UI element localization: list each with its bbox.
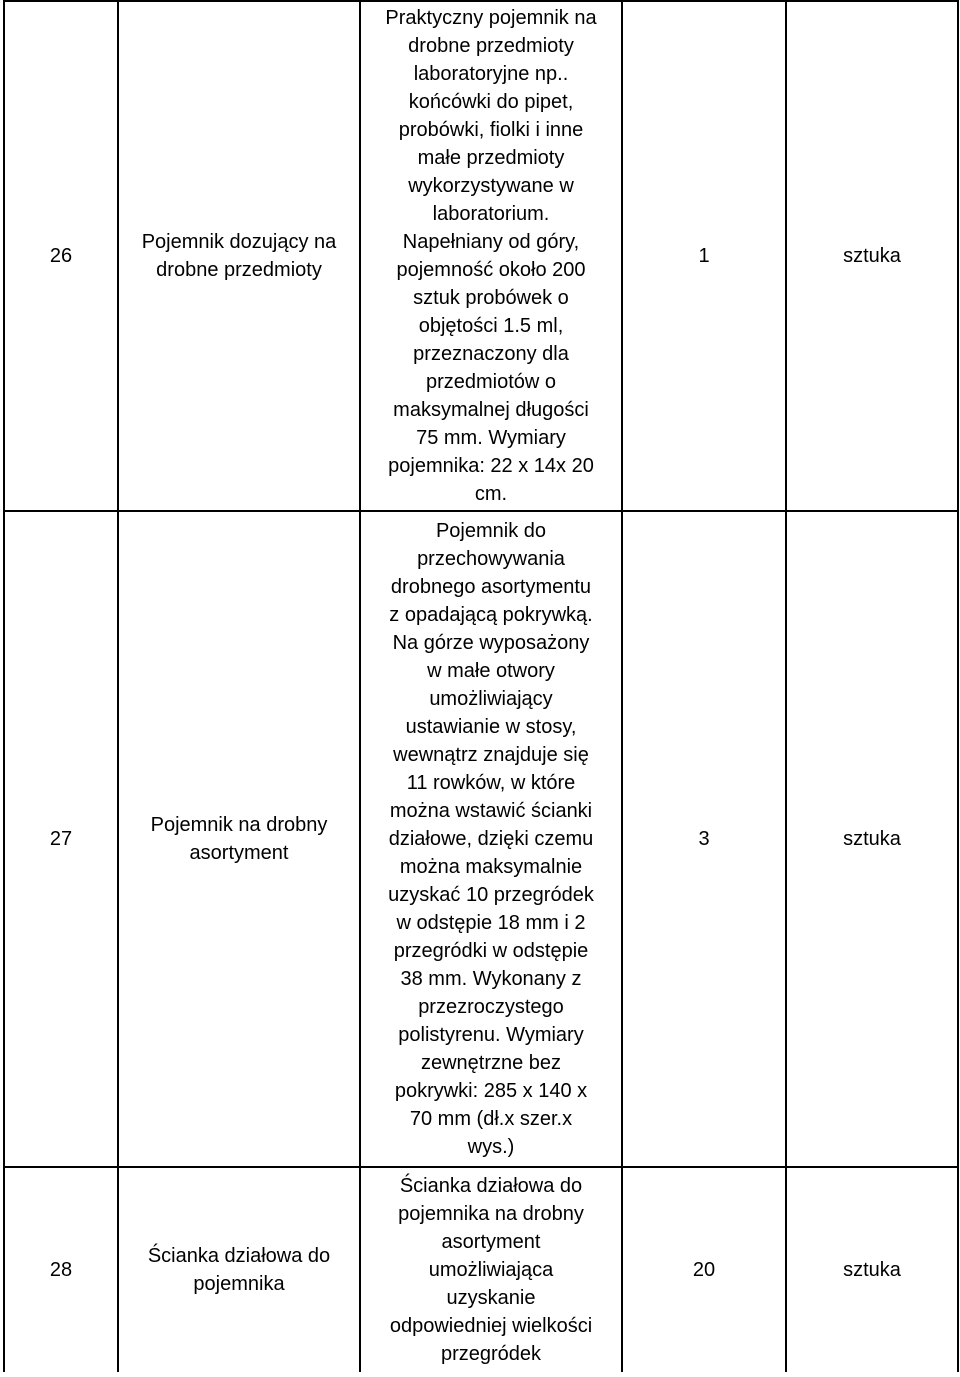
item-description-line: uzyskanie xyxy=(446,1287,536,1309)
item-description-line: uzyskać 10 przegródek xyxy=(388,884,594,906)
item-quantity-cell xyxy=(622,1167,786,1372)
item-description-cell xyxy=(360,1,622,511)
item-description-line: w małe otwory xyxy=(427,660,555,682)
item-description-line: sztuk probówek o xyxy=(413,287,569,309)
item-number-cell xyxy=(4,511,118,1167)
table-row xyxy=(4,1,958,511)
item-description xyxy=(365,1172,617,1368)
item-description-line: probówki, fiolki i inne xyxy=(398,119,584,141)
item-description-line: cm. xyxy=(474,483,508,505)
item-number: 28 xyxy=(49,1259,73,1281)
item-description-line: umożliwiający xyxy=(429,688,553,710)
item-name-line: Ścianka działowa do xyxy=(147,1245,331,1267)
item-name-line: Pojemnik na drobny xyxy=(150,814,328,836)
item-quantity: 20 xyxy=(692,1259,716,1281)
item-name-line: drobne przedmioty xyxy=(156,259,322,281)
item-description-line: 11 rowków, w które xyxy=(406,772,576,794)
item-description xyxy=(365,4,617,508)
item-unit-cell xyxy=(786,1167,958,1372)
item-quantity-cell xyxy=(622,511,786,1167)
item-description-line: wys.) xyxy=(467,1136,515,1158)
item-description-line: Praktyczny pojemnik na xyxy=(385,7,597,29)
item-number: 27 xyxy=(49,828,73,850)
item-description-line: odpowiedniej wielkości xyxy=(389,1315,593,1337)
item-description-line: pojemność około 200 xyxy=(396,259,586,281)
item-description-line: drobne przedmioty xyxy=(408,35,574,57)
item-unit: sztuka xyxy=(843,245,901,267)
item-description-line: w odstępie 18 mm i 2 xyxy=(396,912,586,934)
item-description-line: umożliwiająca xyxy=(428,1259,554,1281)
item-number: 26 xyxy=(49,245,73,267)
item-description-line: Napełniany od góry, xyxy=(402,231,580,253)
item-description-line: działowe, dzięki czemu xyxy=(388,828,594,850)
item-description-line: drobnego asortymentu xyxy=(390,576,592,598)
item-name-cell xyxy=(118,1167,360,1372)
item-description-line: zewnętrzne bez xyxy=(420,1052,562,1074)
item-description-line: 38 mm. Wykonany z xyxy=(400,968,582,990)
item-description-line: przedmiotów o xyxy=(425,371,557,393)
item-description-line: maksymalnej długości xyxy=(393,399,589,421)
item-description-line: można wstawić ścianki xyxy=(389,800,593,822)
item-description-line: ustawianie w stosy, xyxy=(405,716,577,738)
item-unit-cell xyxy=(786,511,958,1167)
item-description-line: przechowywania xyxy=(417,548,565,570)
item-description-line: 70 mm (dł.x szer.x xyxy=(409,1108,573,1130)
item-name xyxy=(123,228,355,284)
item-description-line: pokrywki: 285 x 140 x xyxy=(394,1080,588,1102)
item-quantity: 3 xyxy=(698,828,710,850)
item-unit-cell xyxy=(786,1,958,511)
table-row xyxy=(4,511,958,1167)
item-description-cell xyxy=(360,511,622,1167)
item-description-line: objętości 1.5 ml, xyxy=(418,315,564,337)
item-description-line: przeznaczony dla xyxy=(413,343,569,365)
item-name-line: asortyment xyxy=(189,842,289,864)
item-description-line: Na górze wyposażony xyxy=(392,632,590,654)
item-name-line: pojemnika xyxy=(193,1273,285,1295)
item-description-line: asortyment xyxy=(441,1231,541,1253)
item-description-line: pojemnika: 22 x 14x 20 xyxy=(388,455,594,477)
item-name-cell xyxy=(118,511,360,1167)
item-description-line: z opadającą pokrywką. xyxy=(389,604,593,626)
item-name xyxy=(123,811,355,867)
item-description-line: końcówki do pipet, xyxy=(408,91,574,113)
item-description-line: przezroczystego xyxy=(418,996,564,1018)
table-row xyxy=(4,1167,958,1372)
item-unit: sztuka xyxy=(843,1259,901,1281)
item-description-line: pojemnika na drobny xyxy=(398,1203,584,1225)
item-description-line: małe przedmioty xyxy=(417,147,565,169)
item-description-line: laboratorium. xyxy=(432,203,550,225)
item-description xyxy=(365,517,617,1161)
item-description-line: Pojemnik do xyxy=(435,520,547,542)
item-quantity-cell xyxy=(622,1,786,511)
item-name-line: Pojemnik dozujący na xyxy=(141,231,337,253)
item-description-cell xyxy=(360,1167,622,1372)
item-description-line: przegródek xyxy=(440,1343,542,1365)
item-quantity: 1 xyxy=(698,245,710,267)
item-description-line: wykorzystywane w xyxy=(408,175,574,197)
item-unit: sztuka xyxy=(843,828,901,850)
item-description-line: 75 mm. Wymiary xyxy=(416,427,566,449)
item-description-line: polistyrenu. Wymiary xyxy=(398,1024,584,1046)
item-name xyxy=(123,1242,355,1298)
item-description-line: wewnątrz znajduje się xyxy=(393,744,589,766)
item-description-line: przegródki w odstępie xyxy=(393,940,589,962)
item-description-line: można maksymalnie xyxy=(399,856,583,878)
item-description-line: Ścianka działowa do xyxy=(399,1175,583,1197)
item-description-line: laboratoryjne np.. xyxy=(413,63,569,85)
product-spec-table xyxy=(3,0,959,1372)
item-number-cell xyxy=(4,1,118,511)
item-number-cell xyxy=(4,1167,118,1372)
item-name-cell xyxy=(118,1,360,511)
